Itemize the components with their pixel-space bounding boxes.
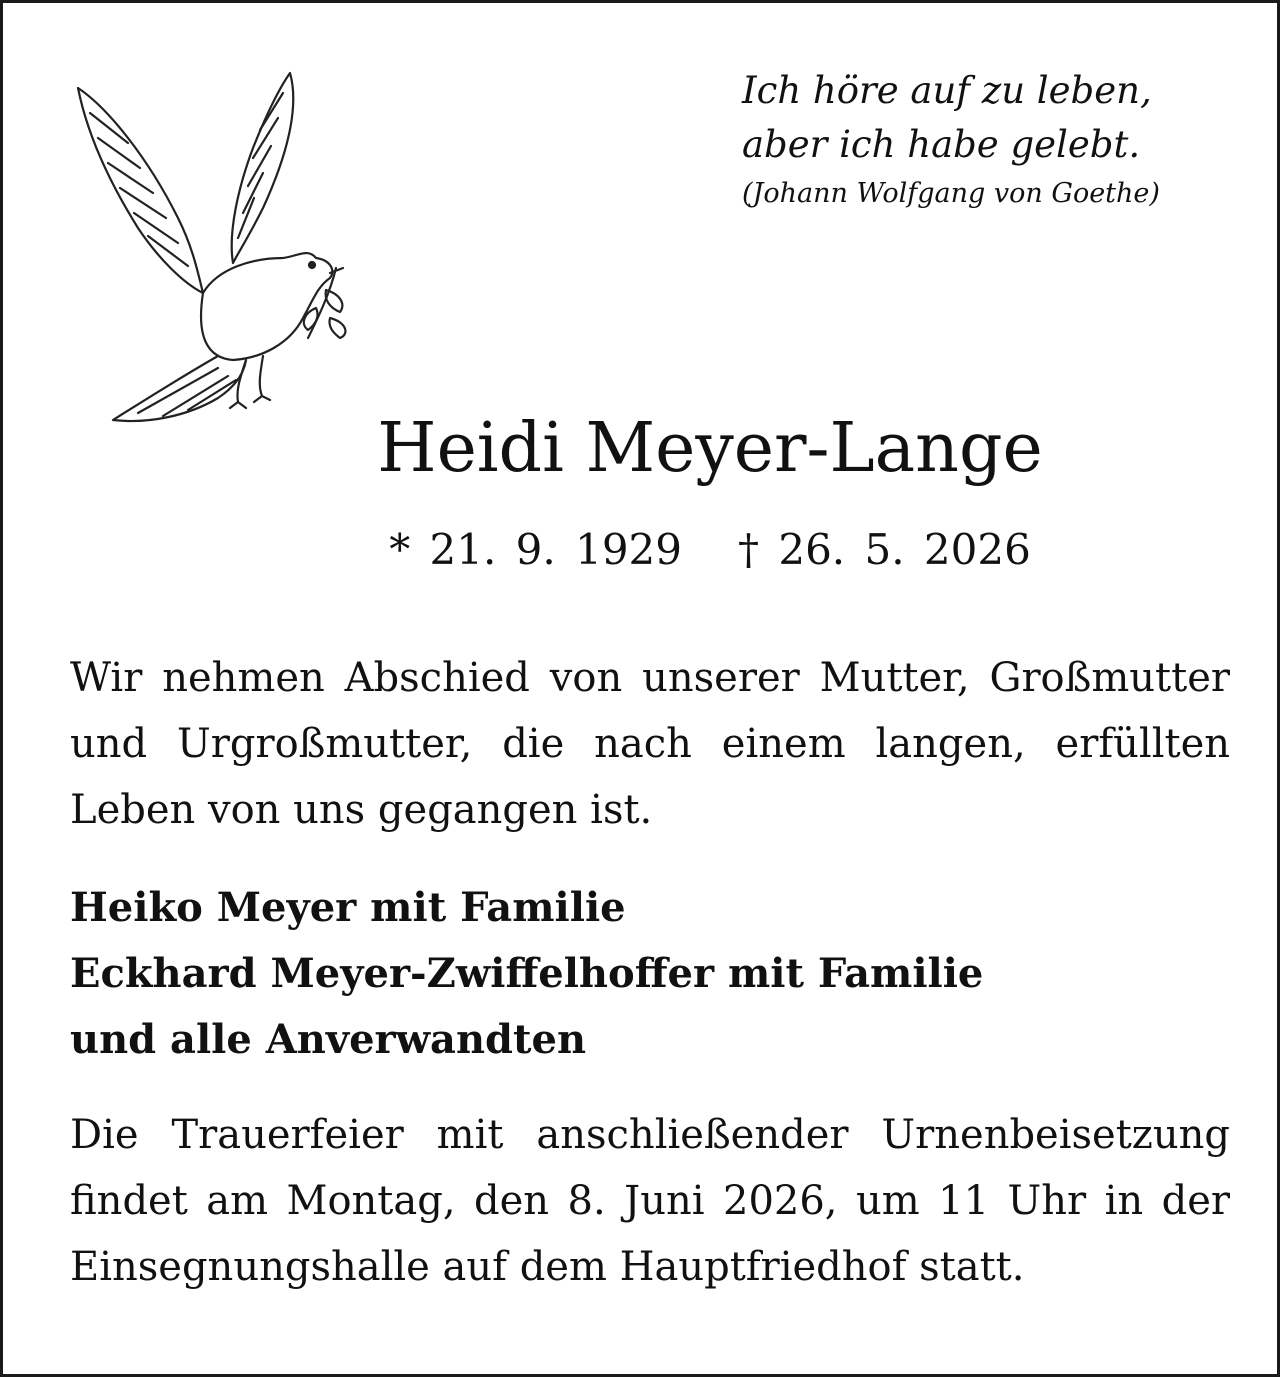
- farewell-line: Wir nehmen Abschied von unserer Mutter, Großmutter: [70, 655, 1230, 701]
- mourner-line: Eckhard Meyer-Zwiffelhoffer mit Familie: [70, 950, 984, 997]
- deceased-name: Heidi Meyer-Lange: [377, 409, 1043, 488]
- goethe-quote: [742, 64, 1242, 216]
- birth-date: * 21. 9. 1929: [389, 525, 682, 574]
- funeral-line: Einsegnungshalle auf dem Hauptfriedhof statt.: [70, 1244, 1025, 1290]
- quote-author: (Johann Wolfgang von Goethe): [742, 178, 1160, 209]
- funeral-line: Die Trauerfeier mit anschließender Urnenbeisetzung: [70, 1112, 1230, 1158]
- quote-line: Ich höre auf zu leben,: [742, 69, 1152, 112]
- mourner-line: Heiko Meyer mit Familie: [70, 884, 626, 931]
- funeral-line: findet am Montag, den 8. Juni 2026, um 11 Uhr in der: [70, 1178, 1230, 1224]
- farewell-text: [70, 645, 1230, 843]
- quote-line: aber ich habe gelebt.: [742, 123, 1141, 166]
- farewell-line: und Urgroßmutter, die nach einem langen, erfüllten: [70, 721, 1230, 767]
- funeral-details: [70, 1102, 1230, 1300]
- farewell-line: Leben von uns gegangen ist.: [70, 787, 653, 833]
- death-date: † 26. 5. 2026: [738, 525, 1031, 574]
- life-dates: [300, 520, 1120, 580]
- mourners-list: [70, 875, 1230, 1073]
- mourner-line: und alle Anverwandten: [70, 1016, 587, 1063]
- dove-icon: [68, 68, 368, 438]
